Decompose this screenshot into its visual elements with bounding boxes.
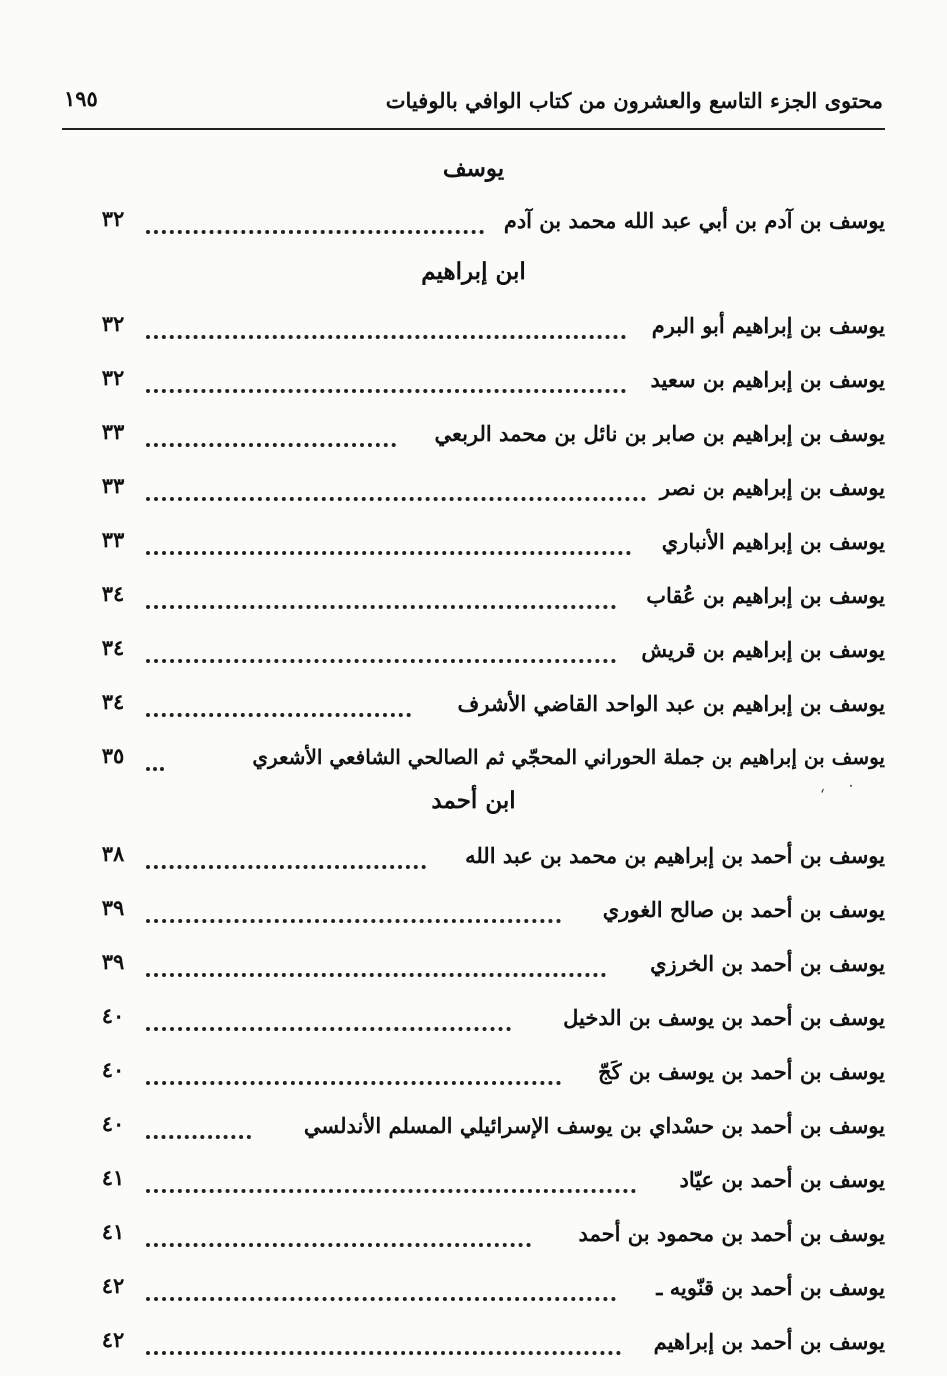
entry-name: يوسف بن أحمد بن صالح الغوري [602,897,885,922]
toc-entry [90,313,885,353]
entry-name: يوسف بن آدم بن أبي عبد الله محمد بن آدم [503,208,885,233]
section-heading: يوسف [442,155,505,182]
entry-name: يوسف بن إبراهيم الأنباري [661,529,885,554]
entry-name: يوسف بن أحمد بن إبراهيم بن محمد بن عبد الله [465,843,885,868]
entry-page: ٣٤ [101,689,125,714]
toc-entry [90,583,885,623]
leader-dots [146,335,626,339]
leader-dots [146,1189,636,1193]
entry-name: يوسف بن أحمد بن قنّويه ـ [656,1275,885,1300]
leader-dots [146,713,411,717]
leader-dots [146,767,164,771]
toc-entry [90,208,885,248]
stray-mark: ‘ [820,786,825,804]
entry-page: ٣٣ [101,527,125,552]
entry-name: يوسف بن إبراهيم بن صابر بن نائل بن محمد الربعي [434,421,885,446]
entry-page: ٣٣ [101,419,125,444]
toc-entry [90,1059,885,1099]
entry-name: يوسف بن إبراهيم بن نصر [659,475,885,500]
leader-dots [146,1351,621,1355]
section-heading: ابن إبراهيم [421,258,526,285]
toc-entry [90,421,885,461]
running-header [62,84,885,130]
entry-page: ٤١ [101,1165,125,1190]
entry-page: ٣٢ [101,365,125,390]
section-heading: ابن أحمد [431,787,516,814]
toc-entry [90,843,885,883]
entry-name: يوسف بن إبراهيم بن جملة الحوراني المحجّي ثم الصالحي الشافعي الأشعري [252,745,885,769]
entry-page: ٣٩ [101,895,125,920]
stray-mark: ٠ [847,776,856,794]
leader-dots [146,497,646,501]
entry-name: يوسف بن إبراهيم بن قريش [641,637,885,662]
toc-entry [90,1167,885,1207]
entry-page: ٣٥ [101,743,125,768]
leader-dots [146,973,606,977]
toc-entry [90,367,885,407]
entry-name: يوسف بن إبراهيم أبو البرم [651,313,885,338]
entry-name: يوسف بن أحمد بن يوسف بن كَجّ [598,1059,885,1084]
leader-dots [146,1027,511,1031]
entry-name: يوسف بن إبراهيم بن عُقاب [646,583,885,608]
entry-page: ٣٣ [101,473,125,498]
toc-entry [90,691,885,731]
toc-entry [90,951,885,991]
entry-page: ٤٠ [101,1111,125,1136]
toc-entry [90,529,885,569]
toc-entry [90,897,885,937]
leader-dots [146,443,396,447]
page-number: ١٩٥ [64,86,98,111]
entry-page: ٤٢ [101,1327,125,1352]
leader-dots [146,551,631,555]
entry-page: ٤١ [101,1219,125,1244]
leader-dots [146,865,426,869]
toc-entry [90,475,885,515]
entry-page: ٤٢ [101,1273,125,1298]
leader-dots [146,659,616,663]
leader-dots [146,389,626,393]
entry-page: ٣٩ [101,949,125,974]
entry-name: يوسف بن أحمد بن يوسف بن الدخيل [563,1005,885,1030]
toc-entry [90,1329,885,1369]
toc-entry [90,1113,885,1153]
leader-dots [146,230,484,234]
leader-dots [146,1297,616,1301]
toc-entry [90,637,885,677]
entry-page: ٤٠ [101,1057,125,1082]
leader-dots [146,1081,561,1085]
toc-entry [90,1275,885,1315]
leader-dots [146,1243,531,1247]
entry-page: ٣٤ [101,581,125,606]
entry-name: يوسف بن أحمد بن الخرزي [650,951,885,976]
toc-entry [90,1221,885,1261]
entry-name: يوسف بن أحمد بن محمود بن أحمد [578,1221,885,1246]
leader-dots [146,919,561,923]
entry-name: يوسف بن إبراهيم بن سعيد [650,367,885,392]
entry-name: يوسف بن أحمد بن عيّاد [679,1167,885,1192]
toc-entry [90,745,885,785]
entry-page: ٣٤ [101,635,125,660]
entry-name: يوسف بن أحمد بن حسْداي بن يوسف الإسرائيلي المسلم الأندلسي [303,1113,885,1138]
entry-name: يوسف بن إبراهيم بن عبد الواحد القاضي الأشرف [457,691,885,716]
leader-dots [146,605,616,609]
leader-dots [146,1135,251,1139]
entry-page: ٣٨ [101,841,125,866]
entry-page: ٣٢ [101,206,125,231]
entry-page: ٣٢ [101,311,125,336]
entry-page: ٤٠ [101,1003,125,1028]
running-header-title: محتوى الجزء التاسع والعشرون من كتاب الوافي بالوفيات [385,88,883,113]
entry-name: يوسف بن أحمد بن إبراهيم [653,1329,885,1354]
toc-entry [90,1005,885,1045]
